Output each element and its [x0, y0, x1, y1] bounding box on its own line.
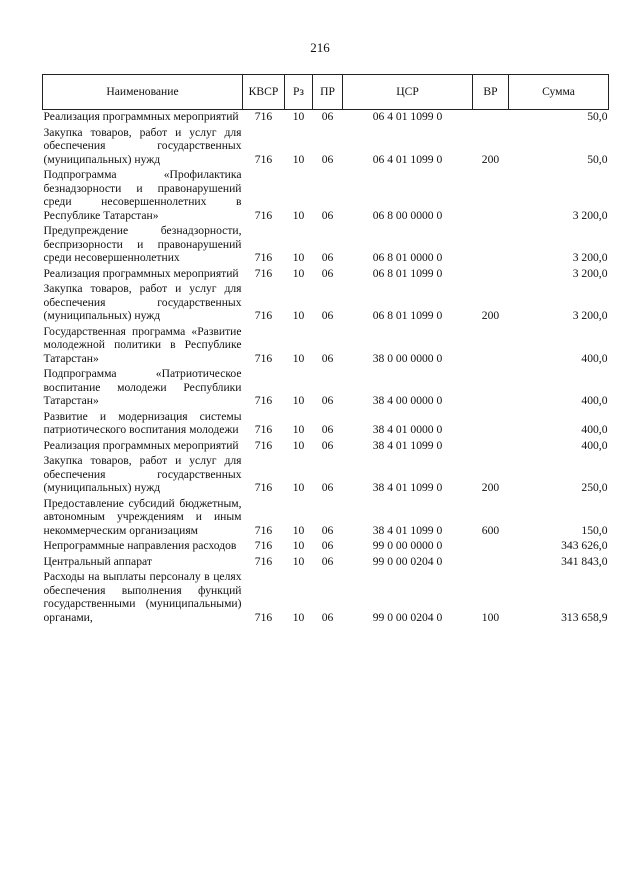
header-kvsr: КВСР [243, 75, 285, 110]
header-sum: Сумма [509, 75, 609, 110]
table-row [43, 555, 609, 571]
cell-name: Предупреждение безнадзорности, беспризорности и правонарушений среди несовершеннолетних [43, 224, 242, 264]
cell-sum: 400,0 [581, 351, 608, 365]
cell-rz: 10 [292, 610, 305, 624]
cell-kvsr: 716 [254, 351, 273, 365]
cell-kvsr: 716 [254, 523, 273, 537]
cell-csr: 99 0 00 0000 0 [372, 539, 443, 552]
cell-rz: 10 [292, 539, 305, 552]
cell-name: Реализация программных мероприятий [43, 266, 239, 280]
cell-sum: 400,0 [581, 423, 608, 436]
cell-pr: 06 [321, 152, 334, 166]
cell-vr [473, 555, 509, 571]
cell-name: Непрограммные направления расходов [43, 539, 237, 552]
header-vr: ВР [473, 75, 509, 110]
cell-csr: 06 8 01 1099 0 [372, 309, 443, 322]
cell-pr: 06 [321, 251, 334, 264]
table-row [43, 267, 609, 283]
cell-csr: 38 4 01 0000 0 [372, 423, 443, 436]
cell-vr [473, 410, 509, 439]
cell-vr [473, 267, 509, 283]
cell-vr [473, 110, 509, 126]
cell-name: Центральный аппарат [43, 554, 152, 568]
table-header-row [43, 75, 609, 110]
table-row [43, 497, 609, 540]
cell-rz: 10 [292, 481, 305, 494]
cell-vr [473, 325, 509, 368]
table-row [43, 168, 609, 224]
cell-name: Подпрограмма «Патриотическое воспитание молодежи Республики Татарстан» [43, 367, 242, 407]
cell-name: Закупка товаров, работ и услуг для обеспечения государственных (муниципальных) нужд [43, 454, 242, 494]
cell-csr: 99 0 00 0204 0 [372, 610, 443, 624]
cell-vr [473, 439, 509, 455]
cell-pr: 06 [321, 309, 334, 322]
cell-pr: 06 [321, 554, 334, 568]
cell-sum: 50,0 [587, 152, 608, 166]
budget-table [42, 74, 609, 626]
cell-name: Закупка товаров, работ и услуг для обеспечения государственных (муниципальных) нужд [43, 125, 242, 166]
cell-csr: 06 8 00 0000 0 [372, 208, 443, 222]
cell-csr: 38 4 01 1099 0 [372, 523, 443, 537]
cell-pr: 06 [321, 523, 334, 537]
cell-vr [473, 539, 509, 555]
page-number: 216 [310, 40, 330, 55]
cell-rz: 10 [292, 208, 305, 222]
cell-vr [473, 168, 509, 224]
cell-rz: 10 [292, 309, 305, 322]
cell-csr: 38 4 00 0000 0 [372, 394, 443, 407]
cell-name: Закупка товаров, работ и услуг для обеспечения государственных (муниципальных) нужд [43, 282, 242, 322]
cell-pr: 06 [321, 351, 334, 365]
table-row [43, 110, 609, 126]
table-row [43, 224, 609, 267]
cell-pr: 06 [321, 423, 334, 436]
cell-pr: 06 [321, 481, 334, 494]
cell-kvsr: 716 [254, 481, 273, 494]
table-row [43, 454, 609, 497]
cell-rz: 10 [292, 523, 305, 537]
cell-vr [473, 367, 509, 410]
cell-sum: 3 200,0 [572, 208, 608, 222]
cell-pr: 06 [321, 266, 334, 280]
cell-csr: 99 0 00 0204 0 [372, 554, 443, 568]
cell-rz: 10 [292, 110, 305, 123]
cell-vr: 100 [481, 610, 500, 624]
cell-kvsr: 716 [254, 423, 273, 436]
cell-csr: 06 8 01 1099 0 [372, 266, 443, 280]
cell-kvsr: 716 [254, 394, 273, 407]
cell-csr: 06 4 01 1099 0 [372, 152, 443, 166]
cell-csr: 38 4 01 1099 0 [372, 481, 443, 494]
cell-sum: 50,0 [587, 110, 608, 123]
cell-sum: 3 200,0 [572, 266, 608, 280]
cell-name: Реализация программных мероприятий [43, 438, 239, 452]
cell-sum: 400,0 [581, 438, 608, 452]
cell-vr: 200 [481, 309, 500, 322]
cell-sum: 400,0 [581, 394, 608, 407]
cell-sum: 150,0 [581, 523, 608, 537]
cell-sum: 3 200,0 [572, 309, 608, 322]
header-name: Наименование [43, 75, 243, 110]
cell-sum: 250,0 [581, 481, 608, 494]
cell-kvsr: 716 [254, 110, 273, 123]
cell-name: Развитие и модернизация системы патриотического воспитания молодежи [43, 409, 242, 436]
cell-pr: 06 [321, 438, 334, 452]
header-csr: ЦСР [343, 75, 473, 110]
cell-name: Предоставление субсидий бюджетным, автономным учреждениям и иным некоммерческим организациям [43, 496, 242, 537]
cell-sum: 313 658,9 [561, 610, 608, 624]
cell-pr: 06 [321, 110, 334, 123]
table-row [43, 126, 609, 169]
cell-vr [473, 224, 509, 267]
cell-kvsr: 716 [254, 152, 273, 166]
cell-kvsr: 716 [254, 251, 273, 264]
cell-pr: 06 [321, 394, 334, 407]
cell-name: Реализация программных мероприятий [43, 110, 239, 123]
cell-kvsr: 716 [254, 539, 273, 552]
cell-rz: 10 [292, 266, 305, 280]
cell-rz: 10 [292, 351, 305, 365]
cell-csr: 38 4 01 1099 0 [372, 438, 443, 452]
cell-rz: 10 [292, 438, 305, 452]
cell-rz: 10 [292, 394, 305, 407]
table-row [43, 325, 609, 368]
cell-kvsr: 716 [254, 266, 273, 280]
cell-kvsr: 716 [254, 610, 273, 624]
cell-kvsr: 716 [254, 208, 273, 222]
cell-pr: 06 [321, 208, 334, 222]
table-row [43, 410, 609, 439]
cell-name: Государственная программа «Развитие молодежной политики в Республике Татарстан» [43, 324, 242, 365]
cell-csr: 38 0 00 0000 0 [372, 351, 443, 365]
header-rz: Рз [285, 75, 313, 110]
table-row [43, 539, 609, 555]
cell-sum: 343 626,0 [561, 539, 608, 552]
header-pr: ПР [313, 75, 343, 110]
cell-sum: 3 200,0 [572, 251, 608, 264]
cell-name: Подпрограмма «Профилактика безнадзорности и правонарушений среди несовершеннолетних в Республике Татарстан» [43, 168, 242, 222]
cell-vr: 200 [481, 481, 500, 494]
cell-name: Расходы на выплаты персоналу в целях обеспечения выполнения функций государственными (муниципальными) органами, [43, 570, 242, 624]
cell-vr: 600 [481, 523, 500, 537]
cell-sum: 341 843,0 [561, 554, 608, 568]
cell-csr: 06 8 01 0000 0 [372, 251, 443, 264]
cell-rz: 10 [292, 423, 305, 436]
cell-pr: 06 [321, 539, 334, 552]
cell-kvsr: 716 [254, 309, 273, 322]
table-row [43, 439, 609, 455]
table-row [43, 570, 609, 626]
cell-rz: 10 [292, 152, 305, 166]
cell-pr: 06 [321, 610, 334, 624]
cell-rz: 10 [292, 554, 305, 568]
cell-kvsr: 716 [254, 554, 273, 568]
cell-csr: 06 4 01 1099 0 [372, 110, 443, 123]
table-row [43, 367, 609, 410]
cell-kvsr: 716 [254, 438, 273, 452]
cell-vr: 200 [481, 152, 500, 166]
cell-rz: 10 [292, 251, 305, 264]
table-row [43, 282, 609, 325]
